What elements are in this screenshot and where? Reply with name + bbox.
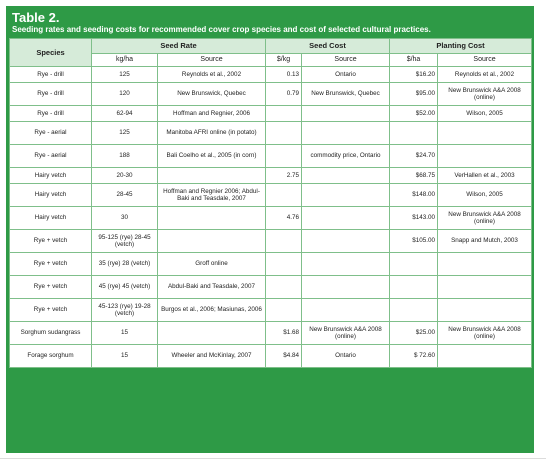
rate-cell: 188 — [92, 145, 158, 168]
table-caption: Seeding rates and seeding costs for recommended cover crop species and cost of selected cultural practices. — [12, 25, 431, 34]
seed-cost-cell — [266, 276, 302, 299]
planting-cost-cell — [390, 122, 438, 145]
dollar-ha-header: $/ha — [390, 54, 438, 67]
species-cell: Rye - aerial — [10, 122, 92, 145]
table-row — [10, 67, 532, 83]
seed-cost-source-cell: Ontario — [302, 345, 390, 368]
species-cell: Rye + vetch — [10, 230, 92, 253]
rate-source-cell: Bali Coelho et al., 2005 (in corn) — [158, 145, 266, 168]
species-cell: Rye + vetch — [10, 299, 92, 322]
seed-cost-cell: 0.79 — [266, 83, 302, 106]
seed-cost-cell — [266, 106, 302, 122]
kg-ha-header: kg/ha — [92, 54, 158, 67]
seed-cost-cell — [266, 253, 302, 276]
rate-cell: 35 (rye) 28 (vetch) — [92, 253, 158, 276]
seed-cost-cell: 4.76 — [266, 207, 302, 230]
species-cell: Hairy vetch — [10, 207, 92, 230]
species-cell: Rye - aerial — [10, 145, 92, 168]
seed-cost-source-cell — [302, 106, 390, 122]
planting-source-cell: Wilson, 2005 — [438, 184, 532, 207]
rate-source-cell: Hoffman and Regnier 2006; Abdul-Baki and Teasdale, 2007 — [158, 184, 266, 207]
rate-cell: 120 — [92, 83, 158, 106]
table-row — [10, 106, 532, 122]
rate-source-cell: Reynolds et al., 2002 — [158, 67, 266, 83]
seed-cost-cell — [266, 184, 302, 207]
rate-source-cell: Hoffman and Regnier, 2006 — [158, 106, 266, 122]
seed-cost-source-cell: New Brunswick A&A 2008 (online) — [302, 322, 390, 345]
planting-source-cell — [438, 276, 532, 299]
planting-source-cell — [438, 122, 532, 145]
species-cell: Rye - drill — [10, 83, 92, 106]
seed-cost-cell — [266, 230, 302, 253]
table-row — [10, 322, 532, 345]
dollar-kg-header: $/kg — [266, 54, 302, 67]
table-title: Table 2. — [12, 10, 60, 25]
seed-cost-cell — [266, 299, 302, 322]
page-rule — [0, 458, 546, 459]
planting-cost-cell: $95.00 — [390, 83, 438, 106]
table-row — [10, 276, 532, 299]
planting-source-cell — [438, 299, 532, 322]
table-row — [10, 145, 532, 168]
planting-source-cell: New Brunswick A&A 2008 (online) — [438, 322, 532, 345]
seed-cost-cell: $4.84 — [266, 345, 302, 368]
species-cell: Sorghum sudangrass — [10, 322, 92, 345]
rate-source-cell: Manitoba AFRI online (in potato) — [158, 122, 266, 145]
planting-cost-cell: $25.00 — [390, 322, 438, 345]
rate-source-cell — [158, 207, 266, 230]
rate-source-cell: Groff online — [158, 253, 266, 276]
table-row — [10, 207, 532, 230]
table-row — [10, 253, 532, 276]
planting-cost-cell — [390, 276, 438, 299]
seed-cost-source-cell: commodity price, Ontario — [302, 145, 390, 168]
table-row — [10, 83, 532, 106]
table-row — [10, 184, 532, 207]
rate-cell: 28-45 — [92, 184, 158, 207]
rate-source-cell — [158, 322, 266, 345]
rate-source-cell: Wheeler and McKinlay, 2007 — [158, 345, 266, 368]
rate-source-cell — [158, 230, 266, 253]
table-row — [10, 345, 532, 368]
seed-cost-source-cell — [302, 122, 390, 145]
species-cell: Rye + vetch — [10, 276, 92, 299]
seed-cost-source-cell — [302, 207, 390, 230]
planting-cost-cell: $52.00 — [390, 106, 438, 122]
rate-cell: 15 — [92, 322, 158, 345]
seed-cost-cell — [266, 122, 302, 145]
seed-cost-cell — [266, 145, 302, 168]
rate-cell: 95-125 (rye) 28-45 (vetch) — [92, 230, 158, 253]
seed-cost-source-cell — [302, 168, 390, 184]
seed-cost-source-cell: New Brunswick, Quebec — [302, 83, 390, 106]
cost-source-header: Source — [302, 54, 390, 67]
seed-cost-source-cell — [302, 253, 390, 276]
species-cell: Rye - drill — [10, 106, 92, 122]
planting-cost-cell: $24.70 — [390, 145, 438, 168]
seed-rate-header: Seed Rate — [92, 39, 266, 54]
species-header: Species — [10, 39, 92, 67]
species-cell: Rye + vetch — [10, 253, 92, 276]
planting-cost-cell: $16.20 — [390, 67, 438, 83]
seed-cost-cell: $1.68 — [266, 322, 302, 345]
planting-source-header: Source — [438, 54, 532, 67]
seed-cost-header: Seed Cost — [266, 39, 390, 54]
planting-source-cell: Wilson, 2005 — [438, 106, 532, 122]
rate-cell: 20-30 — [92, 168, 158, 184]
species-cell: Forage sorghum — [10, 345, 92, 368]
seed-cost-source-cell — [302, 276, 390, 299]
table-row — [10, 168, 532, 184]
rate-source-cell: Burgos et al., 2006; Masiunas, 2006 — [158, 299, 266, 322]
rate-cell: 45 (rye) 45 (vetch) — [92, 276, 158, 299]
planting-source-cell: Snapp and Mutch, 2003 — [438, 230, 532, 253]
rate-source-cell: New Brunswick, Quebec — [158, 83, 266, 106]
planting-cost-cell — [390, 253, 438, 276]
planting-cost-cell: $105.00 — [390, 230, 438, 253]
rate-source-cell: Abdul-Baki and Teasdale, 2007 — [158, 276, 266, 299]
rate-cell: 125 — [92, 67, 158, 83]
rate-cell: 15 — [92, 345, 158, 368]
planting-cost-cell: $148.00 — [390, 184, 438, 207]
planting-source-cell — [438, 145, 532, 168]
rate-cell: 45-123 (rye) 19-28 (vetch) — [92, 299, 158, 322]
rate-source-header: Source — [158, 54, 266, 67]
planting-source-cell — [438, 253, 532, 276]
planting-source-cell — [438, 345, 532, 368]
rate-source-cell — [158, 168, 266, 184]
planting-source-cell: VerHallen et al., 2003 — [438, 168, 532, 184]
rate-cell: 30 — [92, 207, 158, 230]
seed-cost-source-cell — [302, 230, 390, 253]
seed-cost-source-cell — [302, 184, 390, 207]
cover-crop-table — [9, 38, 532, 368]
planting-cost-cell: $ 72.60 — [390, 345, 438, 368]
group-header-row — [10, 39, 532, 54]
planting-cost-cell: $68.75 — [390, 168, 438, 184]
seed-cost-cell: 0.13 — [266, 67, 302, 83]
species-cell: Rye - drill — [10, 67, 92, 83]
planting-source-cell: Reynolds et al., 2002 — [438, 67, 532, 83]
seed-cost-source-cell: Ontario — [302, 67, 390, 83]
seed-cost-source-cell — [302, 299, 390, 322]
table-frame — [6, 6, 534, 453]
table-body — [10, 67, 532, 368]
rate-cell: 125 — [92, 122, 158, 145]
table-row — [10, 299, 532, 322]
table-row — [10, 122, 532, 145]
species-cell: Hairy vetch — [10, 168, 92, 184]
species-cell: Hairy vetch — [10, 184, 92, 207]
rate-cell: 62-94 — [92, 106, 158, 122]
planting-cost-cell: $143.00 — [390, 207, 438, 230]
table-row — [10, 230, 532, 253]
planting-source-cell: New Brunswick A&A 2008 (online) — [438, 207, 532, 230]
seed-cost-cell: 2.75 — [266, 168, 302, 184]
planting-cost-header: Planting Cost — [390, 39, 532, 54]
planting-source-cell: New Brunswick A&A 2008 (online) — [438, 83, 532, 106]
planting-cost-cell — [390, 299, 438, 322]
